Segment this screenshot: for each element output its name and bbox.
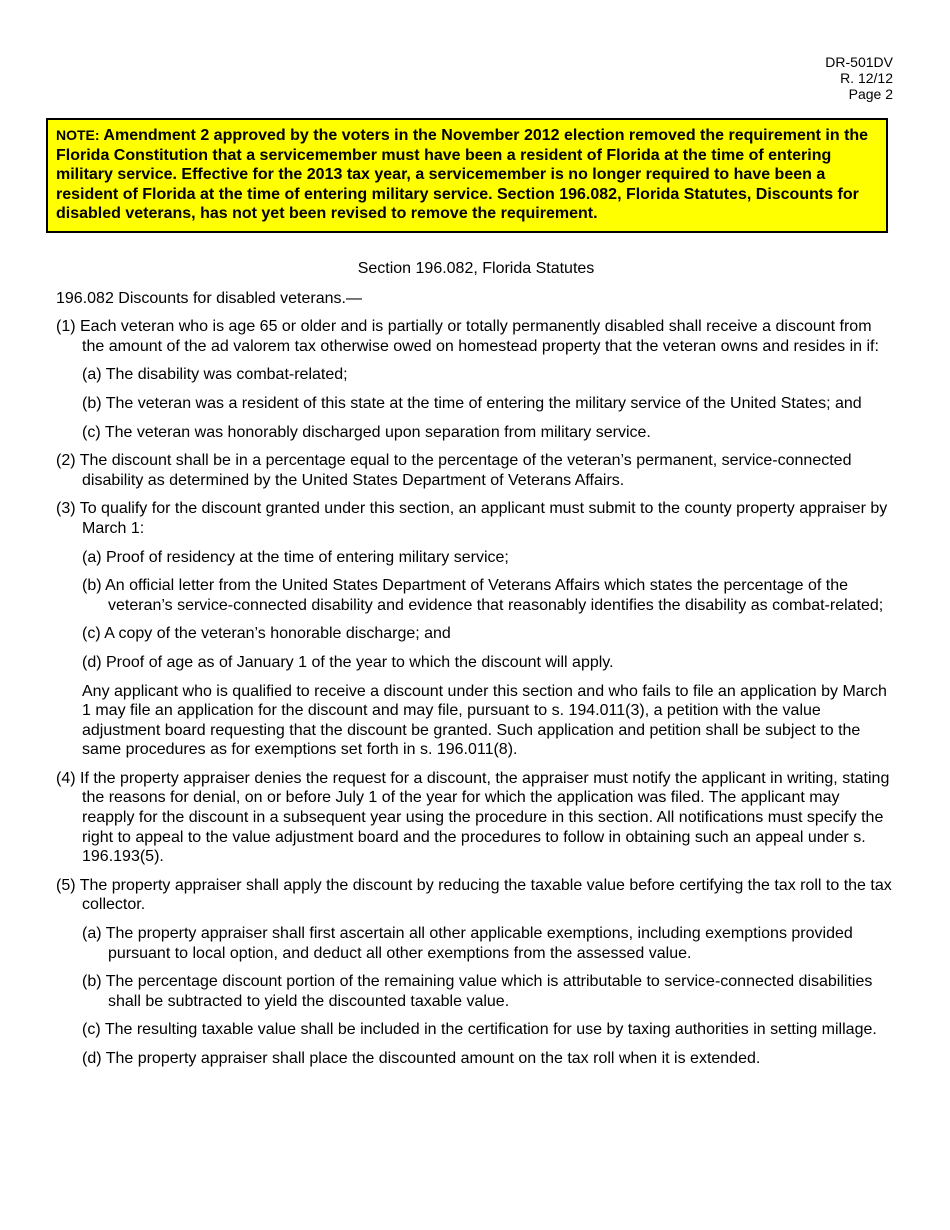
section-title: Section 196.082, Florida Statutes (357, 260, 595, 277)
form-identifier (825, 54, 893, 102)
subsection-5a: (a) The property appraiser shall first ascertain all other applicable exemptions, including exemptions provided pursuant to local option, and deduct all other exemptions from the assessed value. (82, 925, 853, 962)
subsection-3c: (c) A copy of the veteran’s honorable discharge; and (82, 625, 451, 643)
page-number: Page 2 (848, 86, 893, 102)
subsection-4: (4) If the property appraiser denies the request for a discount, the appraiser must notify the applicant in writing, stating the reasons for denial, on or before July 1 of the year for which the application was filed. The applicant may reapply for the discount in a subsequent year using the procedure in this section. All notifications must specify the right to appeal to the value adjustment board and the procedures to follow in obtaining such an appeal under s. 196.193(5). (56, 769, 890, 866)
note-box (46, 118, 888, 233)
note-label: NOTE: (56, 127, 100, 143)
subsection-1b: (b) The veteran was a resident of this state at the time of entering the military service of the United States; and (82, 394, 862, 412)
subsection-1c: (c) The veteran was honorably discharged upon separation from military service. (82, 423, 651, 441)
subsection-5b: (b) The percentage discount portion of the remaining value which is attributable to service-connected disabilities shall be subtracted to yield the discounted taxable value. (82, 973, 873, 1010)
subsection-5d: (d) The property appraiser shall place the discounted amount on the tax roll when it is extended. (82, 1050, 761, 1067)
subsection-5c: (c) The resulting taxable value shall be included in the certification for use by taxing authorities in setting millage. (82, 1021, 877, 1039)
subsection-1a: (a) The disability was combat-related; (82, 366, 348, 384)
form-number: DR-501DV (825, 54, 893, 70)
subsection-5: (5) The property appraiser shall apply the discount by reducing the taxable value before certifying the tax roll to the tax collector. (56, 876, 892, 914)
subsection-3b: (b) An official letter from the United States Department of Veterans Affairs which states the percentage of the veteran’s service-connected disability and evidence that reasonably identifies the disability as combat-related; (82, 577, 884, 614)
form-revision: R. 12/12 (840, 70, 893, 86)
subsection-3: (3) To qualify for the discount granted under this section, an applicant must submit to the county property appraiser by March 1: (56, 500, 888, 537)
subsection-1: (1) Each veteran who is age 65 or older and is partially or totally permanently disabled shall receive a discount from the amount of the ad valorem tax otherwise owed on homestead property that the veteran owns and resides in if: (56, 318, 879, 355)
subsection-2: (2) The discount shall be in a percentage equal to the percentage of the veteran’s permanent, service-connected disability as determined by the United States Department of Veterans Affairs. (56, 452, 852, 489)
note-text: Amendment 2 approved by the voters in the November 2012 election removed the requirement in the Florida Constitution that a servicemember must have been a resident of Florida at the time of entering military service. Effective for the 2013 tax year, a servicemember is no longer required to have been a resident of Florida at the time of entering military service. Section 196.082, Florida Statutes, Discounts for disabled veterans, has not yet been revised to remove the requirement. (56, 127, 869, 223)
subsection-3d: (d) Proof of age as of January 1 of the year to which the discount will apply. (82, 653, 614, 671)
statute-text (56, 259, 896, 1078)
statute-heading: 196.082 Discounts for disabled veterans.— (56, 289, 362, 307)
subsection-3a: (a) Proof of residency at the time of entering military service; (82, 548, 509, 566)
subsection-3-paragraph: Any applicant who is qualified to receive a discount under this section and who fails to file an application by March 1 may file an application for the discount and may file, pursuant to s. 194.011(3), a petition with the value adjustment board requesting that the discount be granted. Such application and petition shall be subject to the same procedures as for exemptions set forth in s. 196.011(8). (82, 682, 887, 759)
